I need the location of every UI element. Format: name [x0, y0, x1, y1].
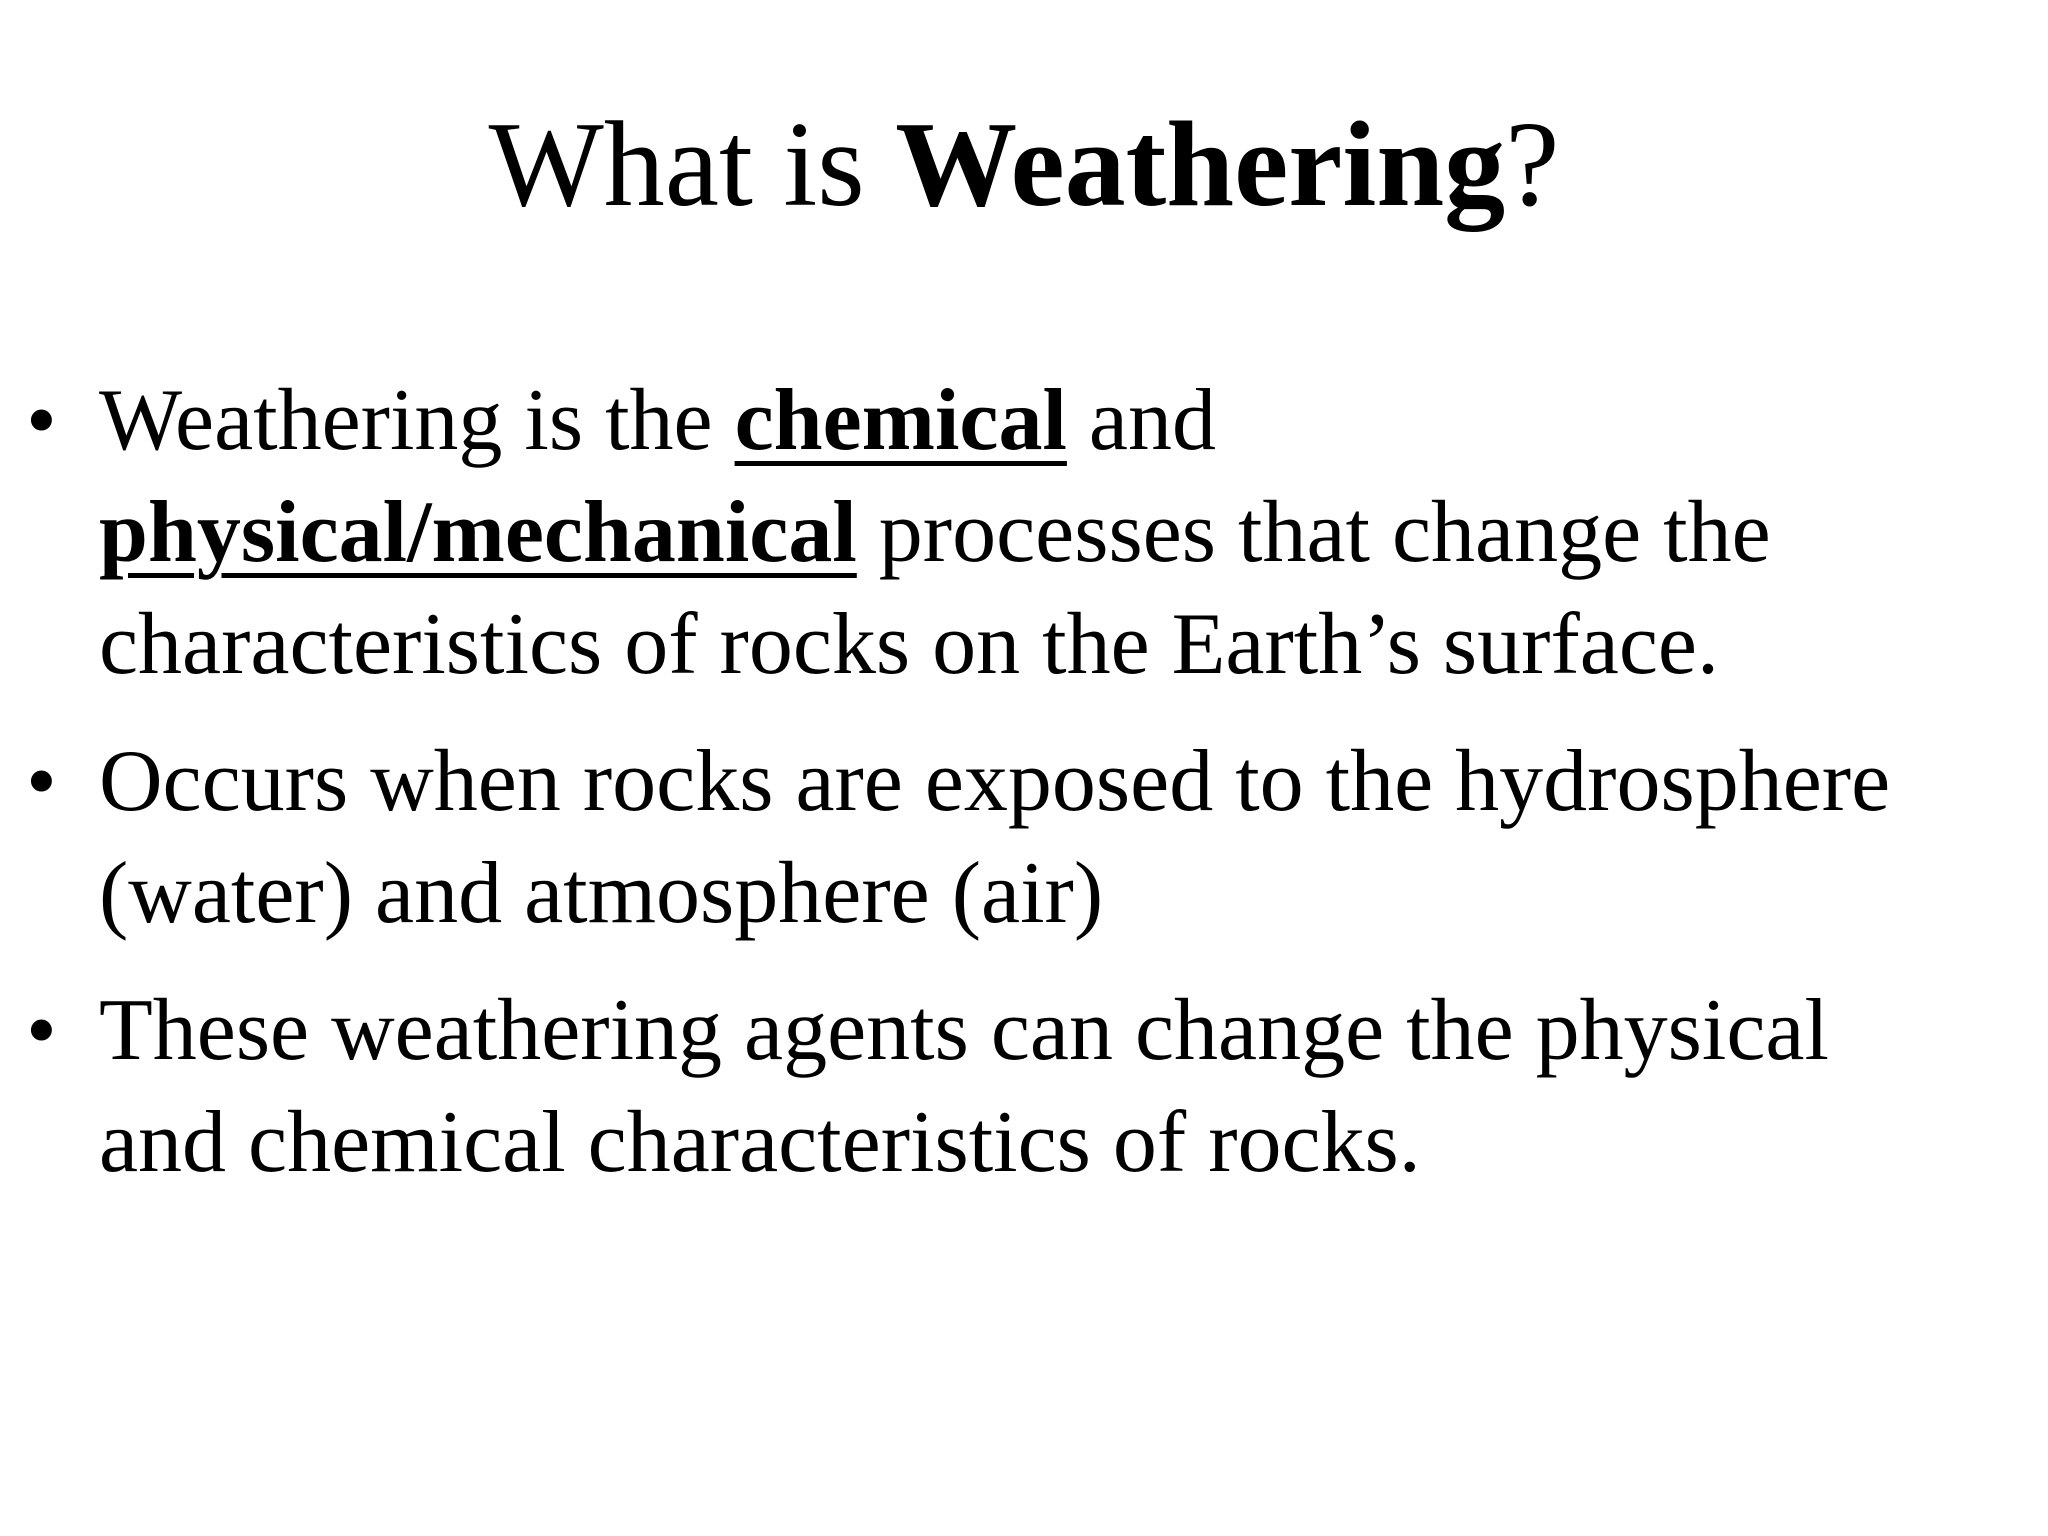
title-keyword: Weathering: [895, 97, 1506, 232]
bullet-line: These weathering agents can change the physical: [99, 982, 1829, 1079]
bullet-item: [0, 365, 2048, 701]
bullet-text: and: [1066, 372, 1216, 469]
bullet-line: [99, 365, 2048, 477]
bullet-line: (water) and atmosphere (air): [99, 845, 1104, 942]
bullet-item: [0, 975, 2048, 1199]
bullet-line: Occurs when rocks are exposed to the hydrosphere: [99, 733, 1891, 830]
title-prefix: What is: [488, 97, 896, 232]
bullet-dot-icon: •: [26, 982, 57, 1079]
bullet-list: [0, 365, 2048, 1224]
bullet-dot-icon: •: [26, 372, 57, 469]
title-suffix: ?: [1505, 97, 1560, 232]
bullet-keyword-chemical: chemical: [734, 372, 1067, 469]
bullet-line: and chemical characteristics of rocks.: [99, 1094, 1421, 1191]
bullet-line: [99, 477, 2048, 589]
bullet-item: [0, 726, 2048, 950]
slide-title: [0, 95, 2048, 235]
bullet-text: processes that change the: [856, 484, 1771, 581]
bullet-line: characteristics of rocks on the Earth’s surface.: [99, 596, 1719, 693]
bullet-keyword-physical-mechanical: physical/mechanical: [99, 484, 857, 581]
bullet-dot-icon: •: [26, 733, 57, 830]
bullet-text: Weathering is the: [99, 372, 735, 469]
